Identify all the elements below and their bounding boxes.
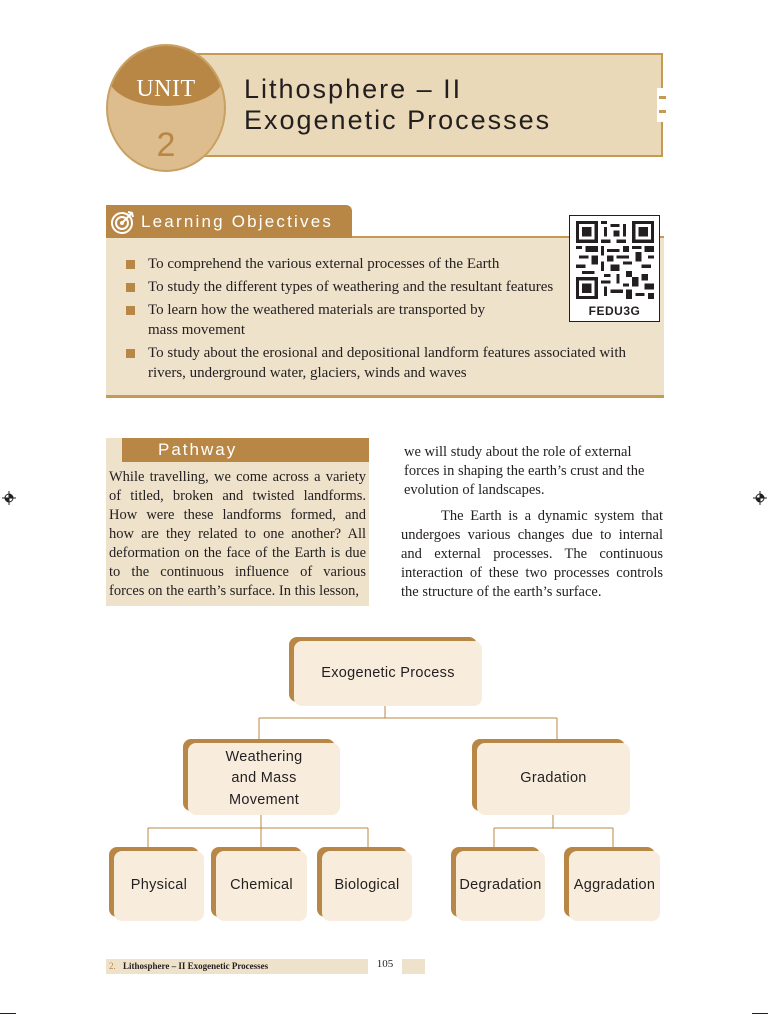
objective-item: To study the different types of weathering and the resultant features [126, 277, 656, 297]
node-biological: Biological [322, 851, 412, 921]
body-paragraph: we will study about the role of external forces in shaping the earth’s crust and the evolution of landscapes. [404, 444, 645, 498]
crop-mark [752, 1013, 768, 1014]
chapter-title-line2: Exogenetic Processes [244, 105, 552, 135]
pathway-text: While travelling, we come across a variety of titled, broken and twisted landforms. How were these landforms formed, and how are they related to one another? All deformation on the face of the Earth is due to the continuous influence of various forces on the earth’s surface. In this lesson, [109, 469, 366, 599]
chapter-title-line1: Lithosphere – II [244, 74, 463, 104]
objective-item: To study about the erosional and depositional landform features associated with rivers, underground water, glaciers, winds and waves [126, 343, 656, 383]
registration-mark-icon [753, 491, 767, 505]
objective-item: To learn how the weathered materials are transported by mass movement [126, 300, 488, 340]
node-physical: Physical [114, 851, 204, 921]
pathway-heading: Pathway [158, 440, 238, 459]
node-weathering-mass-movement: Weathering and Mass Movement [188, 743, 340, 815]
crop-mark [0, 1013, 16, 1014]
unit-number: 2 [156, 126, 176, 164]
node-aggradation: Aggradation [569, 851, 660, 921]
body-paragraph: The Earth is a dynamic system that undergoes various changes due to internal and external processes. The continuous interaction of these two processes controls the structure of the earth’s surface. [401, 508, 663, 600]
unit-label: UNIT [136, 76, 196, 102]
qr-code-label: FEDU3G [588, 304, 641, 318]
page-number: 105 [376, 958, 394, 970]
node-gradation: Gradation [477, 743, 630, 815]
node-exogenetic-process: Exogenetic Process [294, 641, 482, 706]
footer-block [402, 959, 425, 974]
registration-mark-icon [2, 491, 16, 505]
footer-chapter-name: Lithosphere – II Exogenetic Processes [123, 961, 269, 971]
footer-bar [106, 959, 368, 974]
node-chemical: Chemical [216, 851, 307, 921]
node-degradation: Degradation [456, 851, 545, 921]
objective-item: To comprehend the various external processes of the Earth [126, 254, 656, 274]
learning-objectives-heading: Learning Objectives [141, 212, 334, 231]
footer-unit-number: 2. [109, 961, 116, 971]
